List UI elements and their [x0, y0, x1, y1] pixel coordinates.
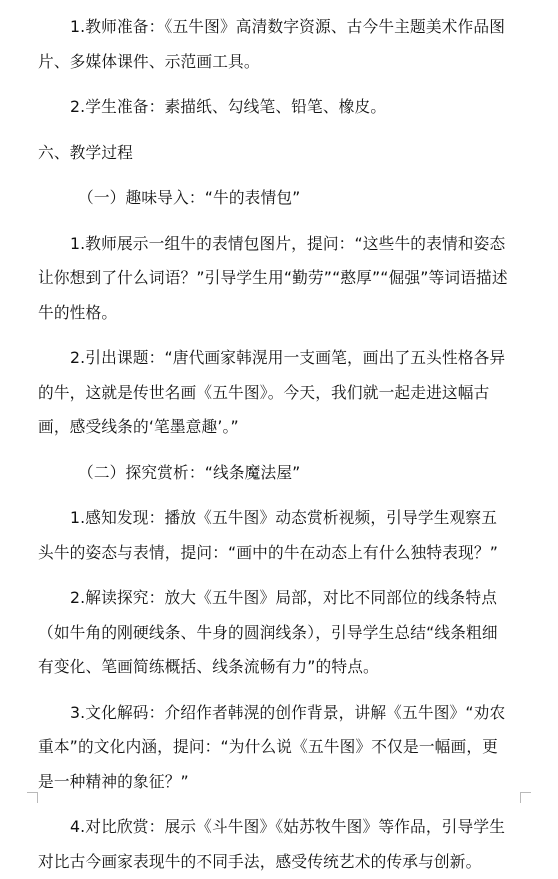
paragraph-analysis-step-1: 1.感知发现：播放《五牛图》动态赏析视频，引导学生观察五头牛的姿态与表情，提问：“画中的牛在动态上有什么独特表现？” [38, 508, 499, 562]
page-corner-mark-left [27, 792, 38, 803]
subsection-heading-line-analysis: （二）探究赏析：“线条魔法屋” [78, 462, 301, 482]
paragraph-teacher-preparation: 1.教师准备：《五牛图》高清数字资源、古今牛主题美术作品图片、多媒体课件、示范画工具。 [38, 17, 506, 71]
paragraph-intro-step-1: 1.教师展示一组牛的表情包图片，提问：“这些牛的表情和姿态让你想到了什么词语？”引导学生用“勤劳”“憨厚”“倔强”等词语描述牛的性格。 [38, 233, 508, 322]
paragraph-student-preparation: 2.学生准备：素描纸、勾线笔、铅笔、橡皮。 [70, 97, 387, 116]
paragraph-analysis-step-2: 2.解读探究：放大《五牛图》局部，对比不同部位的线条特点（如牛角的刚硬线条、牛身的圆润线条），引导学生总结“线条粗细有变化、笔画简练概括、线条流畅有力”的特点。 [38, 588, 498, 676]
section-heading-teaching-process: 六、教学过程 [38, 142, 134, 162]
paragraph-intro-step-2: 2.引出课题：“唐代画家韩滉用一支画笔，画出了五头性格各异的牛，这就是传世名画《五牛图》。今天，我们就一起走进这幅古画，感受线条的‘笔墨意趣’。” [38, 348, 506, 436]
paragraph-analysis-step-3: 3.文化解码：介绍作者韩滉的创作背景，讲解《五牛图》“劝农重本”的文化内涵，提问：“为什么说《五牛图》不仅是一幅画，更是一种精神的象征？” [38, 702, 506, 791]
page-corner-mark-right [520, 792, 531, 803]
subsection-heading-fun-intro: （一）趣味导入：“牛的表情包” [78, 188, 301, 207]
document-body [38, 10, 510, 879]
paragraph-analysis-step-4: 4.对比欣赏：展示《斗牛图》《姑苏牧牛图》等作品，引导学生对比古今画家表现牛的不同手法，感受传统艺术的传承与创新。 [38, 817, 506, 871]
